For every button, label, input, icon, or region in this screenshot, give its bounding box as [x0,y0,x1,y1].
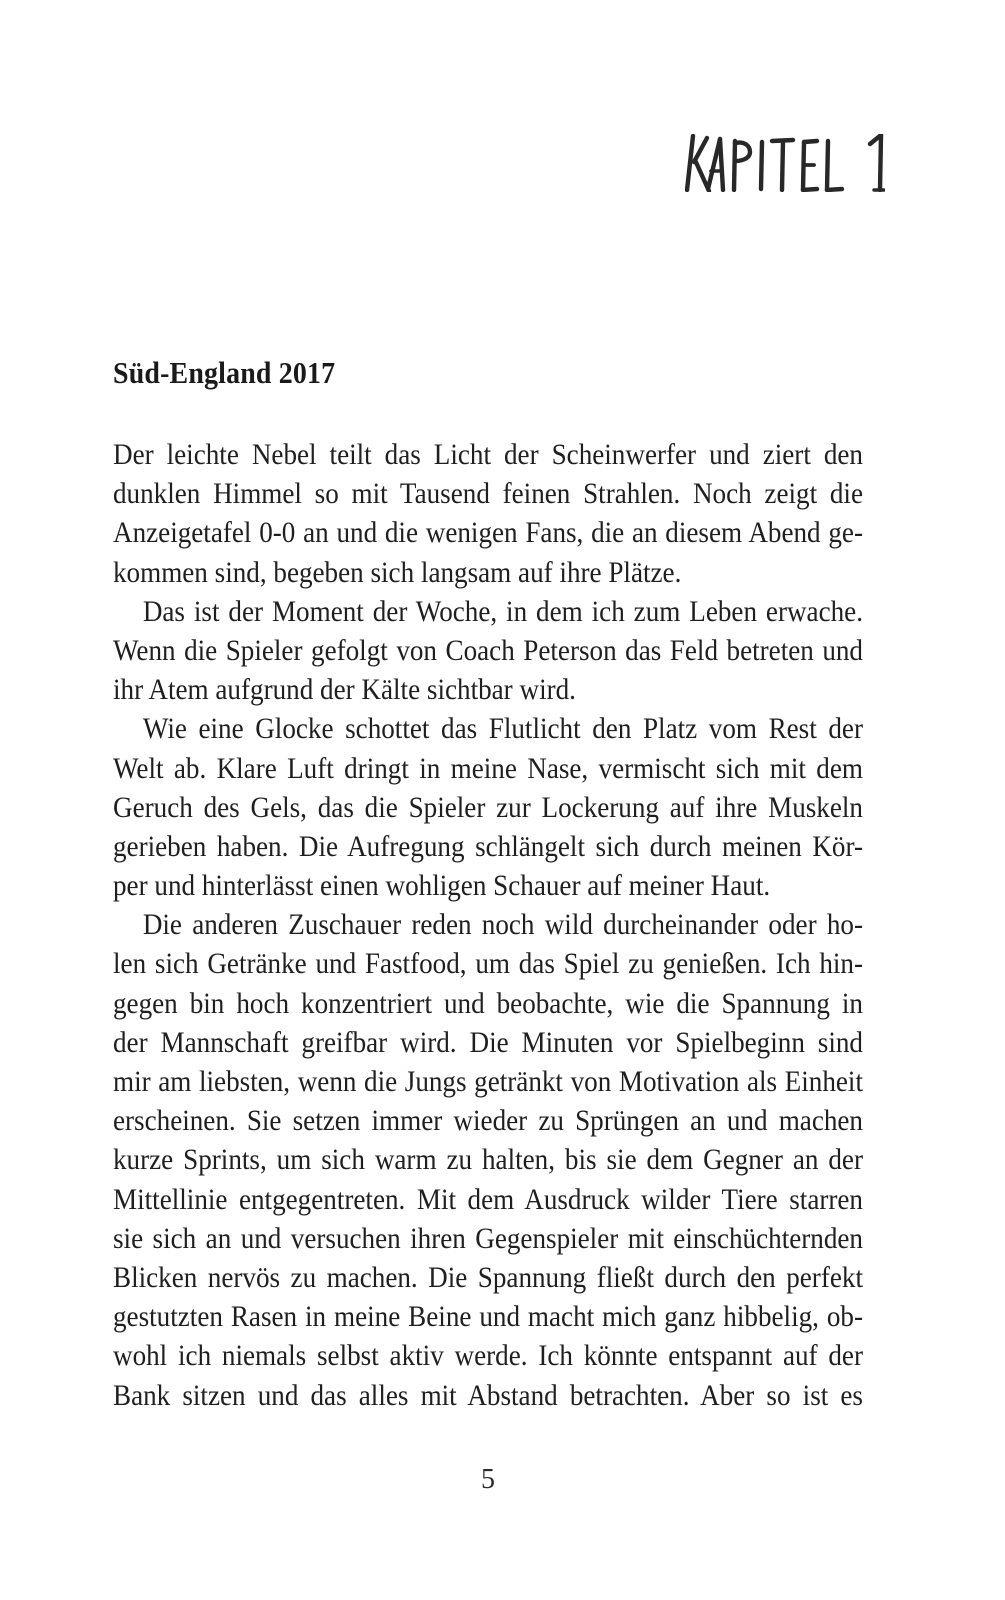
text-line: Blicken nervös zu machen. Die Spannung fließt durch den perfekt [113,1260,863,1294]
text-line: Welt ab. Klare Luft dringt in meine Nase, vermischt sich mit dem [113,751,863,785]
chapter-heading-art [685,134,885,192]
text-line: Bank sitzen und das alles mit Abstand betrachten. Aber so ist es [113,1378,863,1412]
text-line: dunklen Himmel so mit Tausend feinen Strahlen. Noch zeigt die [113,477,863,511]
text-line: kurze Sprints, um sich warm zu halten, bis sie dem Gegner an der [113,1143,863,1177]
text-line: mir am liebsten, wenn die Jungs getränkt von Motivation als Einheit [113,1065,863,1098]
page-number: 5 [481,1464,495,1495]
text-line: ihr Atem aufgrund der Kälte sichtbar wird. [113,673,576,707]
text-line: Der leichte Nebel teilt das Licht der Scheinwerfer und ziert den [113,438,863,471]
text-line: sie sich an und versuchen ihren Gegenspieler mit einschüchternden [113,1221,863,1255]
text-line: Das ist der Moment der Woche, in dem ich zum Leben erwache. [142,594,863,628]
section-label: Süd-England 2017 [113,355,336,390]
text-line: Wenn die Spieler gefolgt von Coach Peterson das Feld betreten und [113,633,863,667]
text-line: per und hinterlässt einen wohligen Schauer auf meiner Haut. [113,869,771,903]
text-line: gestutzten Rasen in meine Beine und macht mich ganz hibbelig, ob- [113,1300,863,1334]
text-line: der Mannschaft greifbar wird. Die Minuten vor Spielbeginn sind [113,1025,863,1059]
text-line: erscheinen. Sie setzen immer wieder zu Sprüngen an und machen [113,1104,863,1138]
body-text [113,435,863,1415]
text-line: len sich Getränke und Fastfood, um das Spiel zu genießen. Ich hin- [113,947,863,981]
text-line: Geruch des Gels, das die Spieler zur Lockerung auf ihre Muskeln [113,790,863,824]
text-line: gegen bin hoch konzentriert und beobachte, wie die Spannung in [113,986,863,1020]
text-line: Mittellinie entgegentreten. Mit dem Ausdruck wilder Tiere starren [113,1182,863,1216]
text-line: gerieben haben. Die Aufregung schlängelt sich durch meinen Kör- [113,829,863,863]
text-line: wohl ich niemals selbst aktiv werde. Ich könnte entspannt auf der [113,1339,863,1373]
text-line: Die anderen Zuschauer reden noch wild durcheinander oder ho- [142,908,863,942]
text-line: Wie eine Glocke schottet das Flutlicht den Platz vom Rest der [142,712,863,746]
text-line: kommen sind, begeben sich langsam auf ihre Plätze. [113,555,682,589]
chapter-heading [685,134,885,192]
text-line: Anzeigetafel 0-0 an und die wenigen Fans, die an diesem Abend ge- [113,516,863,550]
